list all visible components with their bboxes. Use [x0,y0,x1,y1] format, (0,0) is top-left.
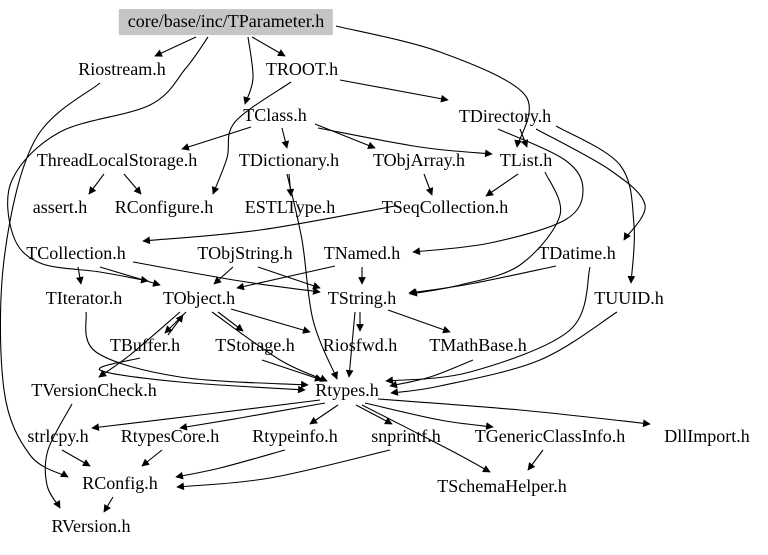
edge-tversioncheck-rversion [45,404,72,508]
edge-tclass-threadlocalstorage [182,127,251,149]
node-tbuffer[interactable]: TBuffer.h [109,335,181,356]
node-tdirectory[interactable]: TDirectory.h [458,106,552,127]
edge-rtypes-dllimport [378,399,650,424]
node-assert[interactable]: assert.h [32,197,88,218]
edge-tcollection-tobject [100,267,160,285]
edge-tobjstring-tobject [214,267,233,284]
edge-rtypeinfo-rconfig [176,450,285,477]
edge-snprintf-rconfig [177,450,390,487]
node-estltype[interactable]: ESTLType.h [244,197,336,218]
edge-tdirectory-tnamed [413,129,583,252]
edge-tclass-tobjarray [315,124,375,148]
edge-rconfig-rversion [104,497,113,512]
node-dllimport[interactable]: DllImport.h [664,426,750,447]
node-rtypescore[interactable]: RtypesCore.h [120,426,220,447]
node-tnamed[interactable]: TNamed.h [323,243,401,264]
edge-rtypescore-rconfig [142,450,162,466]
node-riosfwd[interactable]: Riosfwd.h [322,335,398,356]
node-tversioncheck[interactable]: TVersionCheck.h [31,380,157,401]
edge-tparameter-tclass [245,37,253,104]
node-tseqcollection[interactable]: TSeqCollection.h [381,197,509,218]
node-rconfigure[interactable]: RConfigure.h [114,197,214,218]
node-threadlocalstorage[interactable]: ThreadLocalStorage.h [36,150,198,171]
node-strlcpy[interactable]: strlcpy.h [27,426,89,447]
node-tdictionary[interactable]: TDictionary.h [238,150,340,171]
node-tuuid[interactable]: TUUID.h [594,288,664,309]
node-tobjarray[interactable]: TObjArray.h [373,150,465,171]
edge-tlist-tstring [410,172,561,294]
edge-tnamed-tobject [237,266,335,288]
edge-riostream-rconfig [0,83,100,477]
edge-tstorage-rtypes [262,360,322,380]
edge-tclass-tdictionary [282,128,287,148]
node-rtypeinfo[interactable]: Rtypeinfo.h [252,426,338,447]
node-tgenericclassinfo[interactable]: TGenericClassInfo.h [474,426,626,447]
edge-tobjarray-tseqcollection [424,174,432,195]
edge-rtypes-rtypescore [180,403,325,428]
node-tobject[interactable]: TObject.h [162,288,236,309]
edge-tobject-riosfwd [231,309,310,332]
node-troot[interactable]: TROOT.h [265,59,339,80]
edge-tparameter-riostream [155,37,196,56]
node-rversion[interactable]: RVersion.h [51,516,131,537]
node-tlist[interactable]: TList.h [499,150,553,171]
edge-tbuffer-tobject [168,315,183,335]
node-tparameter: core/base/inc/TParameter.h [119,9,333,35]
edge-threadlocalstorage-rconfigure [124,174,141,194]
node-tdatime[interactable]: TDatime.h [538,243,616,264]
edge-tdatime-rtypes [386,267,590,381]
edge-strlcpy-rconfig [62,450,90,466]
node-tschemahelper[interactable]: TSchemaHelper.h [437,476,567,497]
node-riostream[interactable]: Riostream.h [78,59,166,80]
edge-troot-rconfigure [213,82,291,194]
edge-tparameter-tlist [336,26,529,147]
edge-tgenericclassinfo-tschemahelper [528,450,543,470]
edge-threadlocalstorage-assert [89,174,104,194]
node-tclass[interactable]: TClass.h [243,105,307,126]
node-tstorage[interactable]: TStorage.h [215,335,295,356]
node-tcollection[interactable]: TCollection.h [26,243,126,264]
node-tobjstring[interactable]: TObjString.h [197,243,293,264]
node-rtypes[interactable]: Rtypes.h [315,380,379,401]
edge-tparameter-troot [252,37,285,56]
edge-tlist-tseqcollection [486,174,518,196]
edge-rtypes-rtypeinfo [310,405,338,424]
node-rconfig[interactable]: RConfig.h [82,473,158,494]
node-titerator[interactable]: TIterator.h [45,288,123,309]
edge-troot-tdirectory [340,80,448,100]
node-tstring[interactable]: TString.h [327,288,397,309]
node-snprintf[interactable]: snprintf.h [371,426,441,447]
edge-tstring-tmathbase [388,310,450,332]
edge-tobject-tstorage [218,312,243,331]
node-tmathbase[interactable]: TMathBase.h [429,335,527,356]
